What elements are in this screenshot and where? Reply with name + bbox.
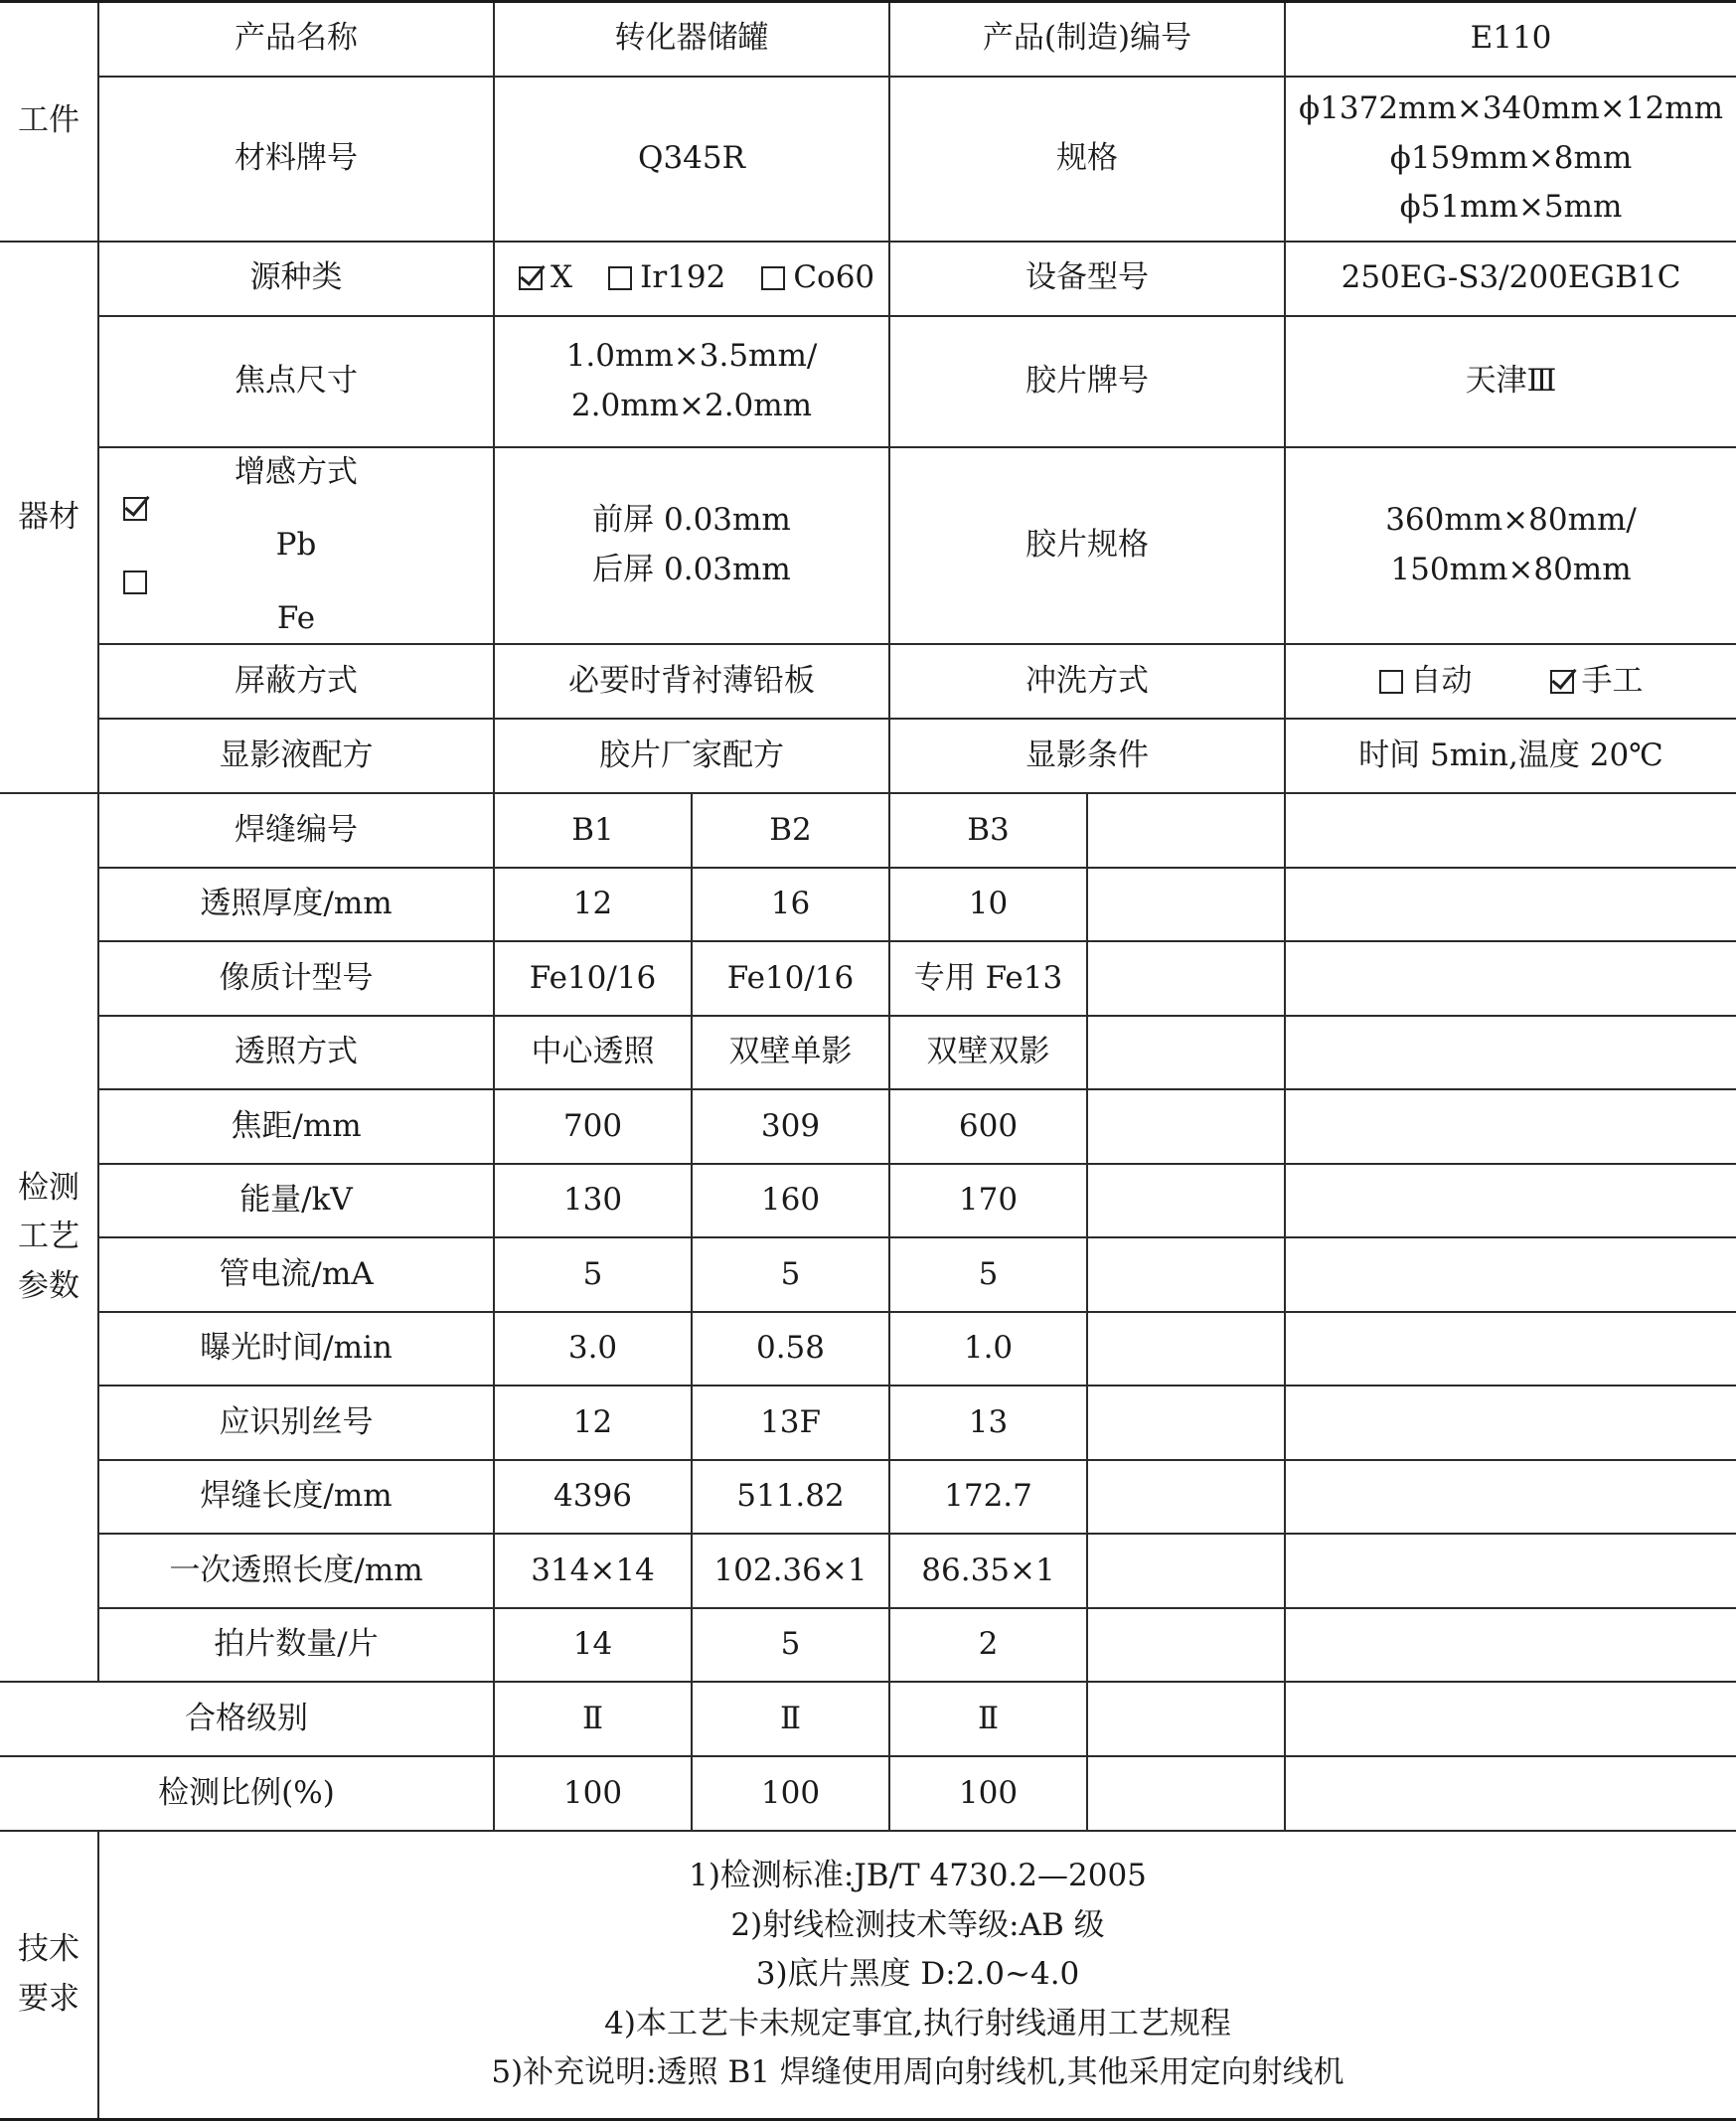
process-row: [0, 1608, 1736, 1683]
process-empty-cell: [1087, 941, 1285, 1016]
section-requirements: 技术 要求: [0, 1831, 98, 2119]
process-value-b2: 13F: [692, 1386, 889, 1460]
process-row: [0, 1460, 1736, 1535]
process-value-b3: 双壁双影: [889, 1016, 1087, 1090]
source-option-co60[interactable]: Co60: [761, 253, 874, 303]
requirement-item: 1)检测标准:JB/T 4730.2—2005: [689, 1858, 1147, 1894]
grade-row: [0, 1682, 1736, 1756]
process-value-b3: 600: [889, 1089, 1087, 1164]
process-empty-cell: [1087, 1312, 1285, 1387]
focus-value: 1.0mm×3.5mm/ 2.0mm×2.0mm: [494, 316, 889, 447]
model-value: 250EG-S3/200EGB1C: [1285, 242, 1736, 316]
requirement-item: 3)底片黑度 D:2.0~4.0: [755, 1956, 1080, 1993]
requirement-item: 5)补充说明:透照 B1 焊缝使用周向射线机,其他采用定向射线机: [491, 2054, 1344, 2091]
shield-value: 必要时背衬薄铅板: [494, 644, 889, 719]
checkbox-empty-icon: [123, 571, 147, 594]
process-value-b3: 5: [889, 1237, 1087, 1312]
developer-label: 显影液配方: [98, 719, 494, 793]
film-brand-label: 胶片牌号: [889, 316, 1285, 447]
developer-value: 胶片厂家配方: [494, 719, 889, 793]
material-label: 材料牌号: [98, 77, 494, 242]
checkbox-empty-icon: [761, 266, 785, 290]
process-empty-cell: [1285, 793, 1736, 868]
film-brand-value: 天津Ⅲ: [1285, 316, 1736, 447]
process-param-label: 焊缝编号: [98, 793, 494, 868]
process-value-b2: 160: [692, 1164, 889, 1238]
process-value-b1: 12: [494, 1386, 692, 1460]
screen-option-pb[interactable]: Pb: [123, 497, 469, 571]
process-empty-cell: [1087, 1237, 1285, 1312]
process-param-label: 焦距/mm: [98, 1089, 494, 1164]
process-empty-cell: [1285, 1608, 1736, 1683]
process-value-b1: 314×14: [494, 1534, 692, 1608]
process-value-b1: 中心透照: [494, 1016, 692, 1090]
shield-label: 屏蔽方式: [98, 644, 494, 719]
process-value-b2: 5: [692, 1608, 889, 1683]
process-empty-cell: [1285, 1534, 1736, 1608]
process-row: [0, 868, 1736, 942]
process-param-label: 透照厚度/mm: [98, 868, 494, 942]
spec-value: ϕ1372mm×340mm×12mm ϕ159mm×8mm ϕ51mm×5mm: [1285, 77, 1736, 242]
section-process: 检测 工艺 参数: [0, 793, 98, 1682]
process-value-b1: Fe10/16: [494, 941, 692, 1016]
grade-b1: Ⅱ: [494, 1682, 692, 1756]
process-empty-cell: [1087, 793, 1285, 868]
process-value-b2: 5: [692, 1237, 889, 1312]
process-value-b3: 1.0: [889, 1312, 1087, 1387]
process-value-b2: 102.36×1: [692, 1534, 889, 1608]
checkbox-empty-icon: [1379, 670, 1403, 694]
checkbox-checked-icon: [519, 266, 543, 290]
process-param-label: 透照方式: [98, 1016, 494, 1090]
section-workpiece: 工件: [0, 2, 98, 242]
film-spec-label: 胶片规格: [889, 447, 1285, 645]
process-empty-cell: [1285, 1312, 1736, 1387]
process-empty-cell: [1087, 1534, 1285, 1608]
process-param-label: 焊缝长度/mm: [98, 1460, 494, 1535]
grade-label: 合格级别: [0, 1682, 494, 1756]
process-row: [0, 1534, 1736, 1608]
ratio-empty-2: [1285, 1756, 1736, 1831]
process-empty-cell: [1087, 1164, 1285, 1238]
process-value-b3: 10: [889, 868, 1087, 942]
process-param-label: 应识别丝号: [98, 1386, 494, 1460]
develop-cond-value: 时间 5min,温度 20℃: [1285, 719, 1736, 793]
process-row: [0, 793, 1736, 868]
process-row: [0, 1016, 1736, 1090]
process-value-b3: B3: [889, 793, 1087, 868]
screen-detail: 前屏 0.03mm 后屏 0.03mm: [494, 447, 889, 645]
process-empty-cell: [1087, 1016, 1285, 1090]
process-value-b1: 14: [494, 1608, 692, 1683]
process-value-b1: 4396: [494, 1460, 692, 1535]
process-empty-cell: [1087, 1608, 1285, 1683]
process-value-b2: B2: [692, 793, 889, 868]
requirements-list: [98, 1831, 1736, 2119]
process-value-b3: 170: [889, 1164, 1087, 1238]
ratio-empty-1: [1087, 1756, 1285, 1831]
ratio-b1: 100: [494, 1756, 692, 1831]
process-empty-cell: [1285, 1164, 1736, 1238]
process-empty-cell: [1285, 1460, 1736, 1535]
process-value-b1: 5: [494, 1237, 692, 1312]
product-name-value: 转化器储罐: [494, 2, 889, 77]
process-empty-cell: [1285, 1386, 1736, 1460]
process-value-b2: 双壁单影: [692, 1016, 889, 1090]
process-value-b1: 3.0: [494, 1312, 692, 1387]
process-param-label: 像质计型号: [98, 941, 494, 1016]
process-empty-cell: [1285, 868, 1736, 942]
screen-label: 增感方式: [235, 453, 358, 490]
process-param-label: 曝光时间/min: [98, 1312, 494, 1387]
process-value-b2: 309: [692, 1089, 889, 1164]
focus-label: 焦点尺寸: [98, 316, 494, 447]
process-value-b2: 0.58: [692, 1312, 889, 1387]
process-empty-cell: [1087, 1089, 1285, 1164]
process-value-b3: 172.7: [889, 1460, 1087, 1535]
process-empty-cell: [1285, 1089, 1736, 1164]
source-options: [494, 242, 889, 316]
process-row: [0, 1386, 1736, 1460]
process-row: [0, 941, 1736, 1016]
source-option-x[interactable]: X: [519, 253, 572, 303]
process-value-b1: 12: [494, 868, 692, 942]
source-label: 源种类: [98, 242, 494, 316]
model-label: 设备型号: [889, 242, 1285, 316]
process-row: [0, 1237, 1736, 1312]
process-value-b3: 13: [889, 1386, 1087, 1460]
process-value-b3: 专用 Fe13: [889, 941, 1087, 1016]
process-param-label: 一次透照长度/mm: [98, 1534, 494, 1608]
ratio-b3: 100: [889, 1756, 1087, 1831]
process-value-b3: 2: [889, 1608, 1087, 1683]
process-row: [0, 1089, 1736, 1164]
ratio-label: 检测比例(%): [0, 1756, 494, 1831]
film-spec-value: 360mm×80mm/ 150mm×80mm: [1285, 447, 1736, 645]
spec-label: 规格: [889, 77, 1285, 242]
screen-label-cell: [98, 447, 494, 645]
process-empty-cell: [1285, 941, 1736, 1016]
process-section: [0, 793, 1736, 1682]
process-value-b2: Fe10/16: [692, 941, 889, 1016]
process-value-b2: 511.82: [692, 1460, 889, 1535]
process-param-label: 能量/kV: [98, 1164, 494, 1238]
requirement-item: 2)射线检测技术等级:AB 级: [730, 1906, 1105, 1943]
process-empty-cell: [1087, 868, 1285, 942]
wash-label: 冲洗方式: [889, 644, 1285, 719]
process-empty-cell: [1087, 1460, 1285, 1535]
develop-cond-label: 显影条件: [889, 719, 1285, 793]
product-no-value: E110: [1285, 2, 1736, 77]
checkbox-checked-icon: [1550, 670, 1574, 694]
requirement-item: 4)本工艺卡未规定事宜,执行射线通用工艺规程: [604, 2005, 1231, 2041]
process-param-label: 拍片数量/片: [98, 1608, 494, 1683]
process-row: [0, 1312, 1736, 1387]
process-value-b1: 130: [494, 1164, 692, 1238]
wash-option-manual[interactable]: 手工: [1550, 657, 1644, 707]
process-value-b1: 700: [494, 1089, 692, 1164]
process-empty-cell: [1285, 1237, 1736, 1312]
wash-options: [1285, 644, 1736, 719]
process-value-b1: B1: [494, 793, 692, 868]
source-option-ir192[interactable]: Ir192: [608, 253, 725, 303]
process-empty-cell: [1285, 1016, 1736, 1090]
grade-b2: Ⅱ: [692, 1682, 889, 1756]
section-equipment: 器材: [0, 242, 98, 794]
process-empty-cell: [1087, 1386, 1285, 1460]
wash-option-auto[interactable]: 自动: [1379, 657, 1473, 707]
checkbox-empty-icon: [608, 266, 632, 290]
ratio-b2: 100: [692, 1756, 889, 1831]
product-name-label: 产品名称: [98, 2, 494, 77]
checkbox-checked-icon: [123, 497, 147, 521]
product-no-label: 产品(制造)编号: [889, 2, 1285, 77]
ratio-row: [0, 1756, 1736, 1831]
process-value-b3: 86.35×1: [889, 1534, 1087, 1608]
grade-b3: Ⅱ: [889, 1682, 1087, 1756]
material-value: Q345R: [494, 77, 889, 242]
screen-option-fe[interactable]: Fe: [123, 571, 469, 644]
grade-empty-1: [1087, 1682, 1285, 1756]
grade-empty-2: [1285, 1682, 1736, 1756]
process-row: [0, 1164, 1736, 1238]
process-param-label: 管电流/mA: [98, 1237, 494, 1312]
process-value-b2: 16: [692, 868, 889, 942]
